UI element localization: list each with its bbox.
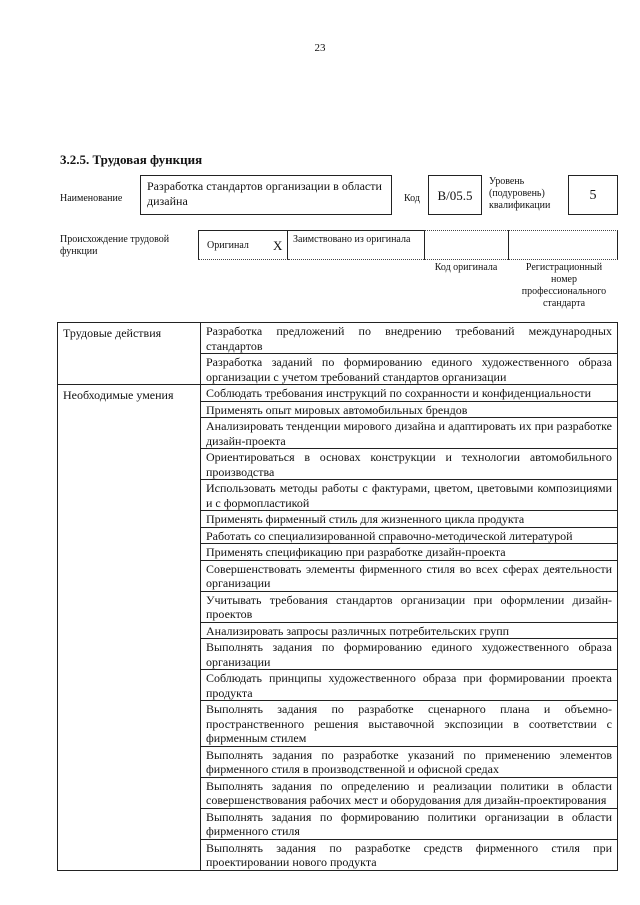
page-number: 23 xyxy=(314,42,326,54)
level-value: 5 xyxy=(568,175,618,215)
section-item: Применять фирменный стиль для жизненного цикла продукта xyxy=(201,511,618,528)
section-item: Выполнять задания по разработке средств фирменного стиля при проектировании нового продукта xyxy=(201,839,618,870)
original-label: Оригинал xyxy=(207,240,249,251)
origin-original-cell xyxy=(198,230,288,260)
section-item: Соблюдать требования инструкций по сохранности и конфиденциальности xyxy=(201,385,618,402)
section-item: Работать со специализированной справочно-методической литературой xyxy=(201,527,618,544)
section-item: Выполнять задания по формированию единого художественного образа организации xyxy=(201,639,618,670)
section-title: 3.2.5. Трудовая функция xyxy=(60,152,203,167)
section-item: Выполнять задания по формированию политики организации в области фирменного стиля xyxy=(201,808,618,839)
section-item: Применять опыт мировых автомобильных брендов xyxy=(201,401,618,418)
origin-reg-cell xyxy=(508,230,618,260)
section-label: Трудовые действия xyxy=(58,323,201,385)
table-row xyxy=(58,323,618,354)
section-item: Соблюдать принципы художественного образа при формировании проекта продукта xyxy=(201,670,618,701)
section-item: Анализировать запросы различных потребительских групп xyxy=(201,622,618,639)
section-item: Использовать методы работы с фактурами, цветом, цветовыми композициями и с формопластикой xyxy=(201,480,618,511)
origin-code-cell xyxy=(424,230,508,260)
section-item: Выполнять задания по определению и реализации политики в области совершенствования рабочих мест и оборудования для дизайн-проектирования xyxy=(201,777,618,808)
borrowed-label: Заимствовано из оригинала xyxy=(293,234,411,245)
origin-borrowed-cell xyxy=(288,230,424,260)
section-item: Применять спецификацию при разработке дизайн-проекта xyxy=(201,544,618,561)
original-mark: X xyxy=(273,238,283,253)
name-value: Разработка стандартов организации в области дизайна xyxy=(140,175,392,215)
level-label: Уровень (подуровень) квалификации xyxy=(489,176,551,211)
code-caption: Код оригинала xyxy=(434,262,498,273)
code-label: Код xyxy=(404,193,420,204)
origin-label: Происхождение трудовой функции xyxy=(60,234,170,257)
section-item: Выполнять задания по разработке сценарного плана и объемно-пространственного решения выставочной экспозиции в соответствии с фирменным стилем xyxy=(201,701,618,747)
name-label: Наименование xyxy=(60,193,123,204)
section-item: Выполнять задания по разработке указаний по применению элементов фирменного стиля в производственной и офисной средах xyxy=(201,746,618,777)
section-item: Анализировать тенденции мирового дизайна и адаптировать их при разработке дизайн-проекта xyxy=(201,418,618,449)
section-item: Ориентироваться в основах конструкции и технологии автомобильного производства xyxy=(201,449,618,480)
table-row xyxy=(58,385,618,402)
section-item: Разработка заданий по формированию единого художественного образа организации с учетом требований стандартов организации xyxy=(201,354,618,385)
reg-caption: Регистрационный номер профессионального стандарта xyxy=(521,262,607,309)
section-label: Необходимые умения xyxy=(58,385,201,871)
code-value: B/05.5 xyxy=(428,175,482,215)
section-item: Учитывать требования стандартов организации при оформлении дизайн-проектов xyxy=(201,591,618,622)
section-item: Разработка предложений по внедрению требований международных стандартов xyxy=(201,323,618,354)
section-item: Совершенствовать элементы фирменного стиля во всех сферах деятельности организации xyxy=(201,560,618,591)
competency-table xyxy=(57,322,618,871)
